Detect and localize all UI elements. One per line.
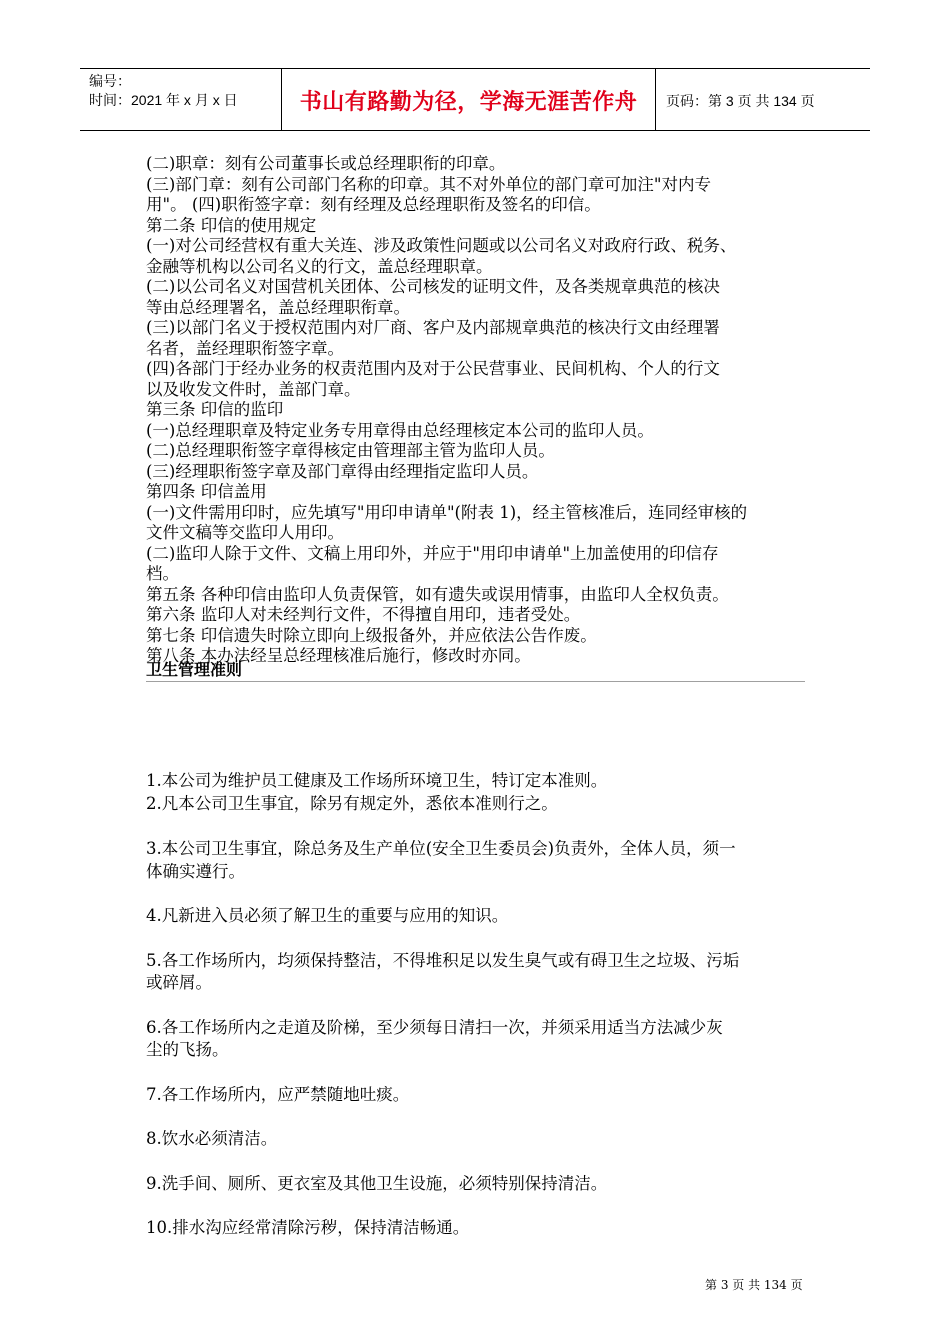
text-line: 等由总经理署名，盖总经理职衔章。 bbox=[146, 297, 410, 317]
rule-paragraph bbox=[146, 905, 810, 928]
document-number-label: 编号： bbox=[89, 73, 131, 89]
rule-paragraph bbox=[146, 793, 810, 816]
text-line: (二)监印人除于文件、文稿上用印外，并应于"用印申请单"上加盖使用的印信存 bbox=[146, 543, 719, 563]
text-line: 第六条 监印人对未经判行文件，不得擅自用印，违者受处。 bbox=[146, 605, 581, 624]
section-title: 卫生管理准则 bbox=[146, 660, 805, 682]
text-line: 用"。 (四)职衔签字章：刻有经理及总经理职衔及签名的印信。 bbox=[146, 195, 601, 214]
page-header bbox=[80, 68, 870, 131]
rule-line: 体确实遵行。 bbox=[146, 861, 245, 881]
text-line: (三)以部门名义于授权范围内对厂商、客户及内部规章典范的核决行文由经理署 bbox=[146, 318, 720, 337]
text-line: (二)总经理职衔签字章得核定由管理部主管为监印人员。 bbox=[146, 441, 555, 460]
rule-paragraph bbox=[146, 1084, 810, 1107]
rule-line: 3.本公司卫生事宜，除总务及生产单位(安全卫生委员会)负责外，全体人员，须一 bbox=[146, 839, 736, 858]
rule-paragraph bbox=[146, 838, 810, 883]
rule-line: 5.各工作场所内，均须保持整洁，不得堆积足以发生臭气或有碍卫生之垃圾、污垢 bbox=[146, 950, 740, 970]
rule-paragraph bbox=[146, 950, 810, 995]
text-line: 以及收发文件时，盖部门章。 bbox=[146, 379, 361, 399]
text-line: (一)对公司经营权有重大关连、涉及政策性问题或以公司名义对政府行政、税务、 bbox=[146, 236, 737, 255]
header-meta bbox=[80, 69, 280, 130]
text-line: 第八条 本办法经呈总经理核准后施行，修改时亦同。 bbox=[146, 646, 531, 665]
article-heading: 第三条 印信的监印 bbox=[146, 400, 284, 419]
rule-line: 尘的飞扬。 bbox=[146, 1040, 229, 1059]
text-line: (三)部门章：刻有公司部门名称的印章。其不对外单位的部门章可加注"对内专 bbox=[146, 174, 711, 194]
text-line: (一)总经理职章及特定业务专用章得由总经理核定本公司的监印人员。 bbox=[146, 420, 654, 440]
rule-paragraph bbox=[146, 770, 810, 793]
text-line: 文件文稿等交监印人用印。 bbox=[146, 523, 344, 542]
rule-paragraph bbox=[146, 1217, 810, 1240]
motto-text: 书山有路勤为径，学海无涯苦作舟 bbox=[299, 90, 638, 115]
rule-line: 6.各工作场所内之走道及阶梯，至少须每日清扫一次，并须采用适当方法减少灰 bbox=[146, 1017, 723, 1037]
rule-line: 10.排水沟应经常清除污秽，保持清洁畅通。 bbox=[146, 1218, 470, 1237]
text-line: (二)职章：刻有公司董事长或总经理职衔的印章。 bbox=[146, 154, 506, 173]
rule-line: 7.各工作场所内，应严禁随地吐痰。 bbox=[146, 1084, 410, 1104]
rule-line: 1.本公司为维护员工健康及工作场所环境卫生，特订定本准则。 bbox=[146, 771, 608, 790]
rule-paragraph bbox=[146, 1017, 810, 1062]
text-line: (四)各部门于经办业务的权责范围内及对于公民营事业、民间机构、个人的行文 bbox=[146, 359, 720, 378]
text-line: 金融等机构以公司名义的行文，盖总经理职章。 bbox=[146, 256, 493, 276]
text-line: 第五条 各种印信由监印人负责保管，如有遗失或误用情事，由监印人全权负责。 bbox=[146, 584, 729, 604]
rule-line: 9.洗手间、厕所、更衣室及其他卫生设施，必须特别保持清洁。 bbox=[146, 1173, 608, 1193]
regulation-text bbox=[146, 154, 810, 667]
text-line: (一)文件需用印时，应先填写"用印申请单"(附表 1)，经主管核准后，连同经审核的 bbox=[146, 502, 748, 522]
rule-paragraph bbox=[146, 1173, 810, 1196]
header-page-info: 页码：第 3 页 共 134 页 bbox=[666, 93, 815, 109]
page-footer: 第 3 页 共 134 页 bbox=[705, 1278, 803, 1292]
hygiene-rules bbox=[146, 770, 810, 1240]
header-page-cell bbox=[656, 69, 870, 130]
document-date: 时间：2021 年 x 月 x 日 bbox=[89, 92, 238, 108]
text-line: 档。 bbox=[146, 564, 179, 583]
rule-line: 8.饮水必须清洁。 bbox=[146, 1129, 278, 1148]
text-line: 名者，盖经理职衔签字章。 bbox=[146, 338, 344, 358]
rule-paragraph bbox=[146, 1128, 810, 1151]
header-motto-cell bbox=[281, 69, 656, 130]
text-line: 第七条 印信遗失时除立即向上级报备外，并应依法公告作废。 bbox=[146, 625, 597, 645]
text-line: (三)经理职衔签字章及部门章得由经理指定监印人员。 bbox=[146, 461, 539, 481]
text-line: (二)以公司名义对国营机关团体、公司核发的证明文件，及各类规章典范的核决 bbox=[146, 277, 720, 296]
article-heading: 第二条 印信的使用规定 bbox=[146, 215, 317, 235]
article-heading: 第四条 印信盖用 bbox=[146, 482, 267, 501]
rule-line: 2.凡本公司卫生事宜，除另有规定外，悉依本准则行之。 bbox=[146, 793, 558, 813]
rule-line: 4.凡新进入员必须了解卫生的重要与应用的知识。 bbox=[146, 906, 509, 925]
rule-line: 或碎屑。 bbox=[146, 973, 212, 992]
